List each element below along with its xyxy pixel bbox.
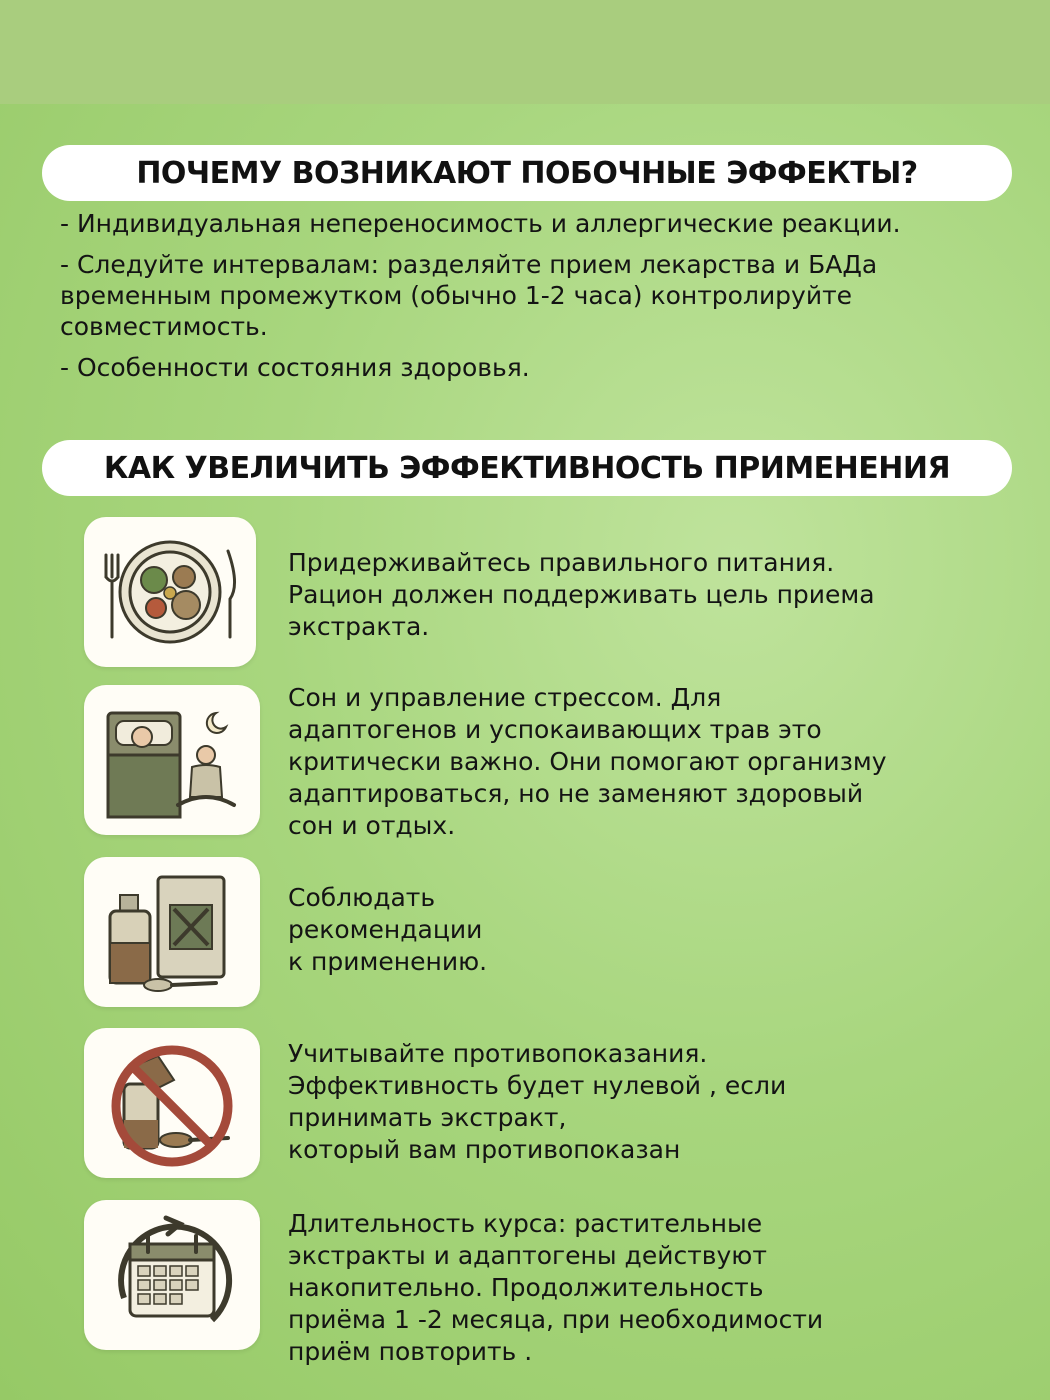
prohibited-icon bbox=[94, 1036, 250, 1170]
list-item: - Следуйте интервалам: разделяйте прием лекарства и БАДа временным промежутком (обычно 1-2 часа) контролируйте совместимость. bbox=[60, 250, 878, 341]
tip-text: Учитывайте противопоказания. Эффективность будет нулевой , если принимать экстракт, который вам противопоказан bbox=[288, 1039, 787, 1164]
tip-icon-tile bbox=[84, 1200, 260, 1350]
tip-course-duration bbox=[84, 1200, 1024, 1366]
bottle-packet-icon bbox=[94, 865, 250, 999]
calendar-cycle-icon bbox=[94, 1208, 250, 1342]
effectiveness-heading bbox=[42, 440, 1012, 496]
sleep-meditation-icon bbox=[94, 693, 250, 827]
effectiveness-title: КАК УВЕЛИЧИТЬ ЭФФЕКТИВНОСТЬ ПРИМЕНЕНИЯ bbox=[103, 450, 951, 486]
tip-icon-tile bbox=[84, 857, 260, 1007]
tip-text: Придерживайтесь правильного питания. Рацион должен поддерживать цель приема экстракта. bbox=[288, 548, 875, 641]
tip-text: Соблюдать рекомендации к применению. bbox=[288, 883, 488, 976]
side-effects-heading bbox=[42, 145, 1012, 201]
side-effects-title: ПОЧЕМУ ВОЗНИКАЮТ ПОБОЧНЫЕ ЭФФЕКТЫ? bbox=[136, 155, 918, 191]
tip-nutrition bbox=[84, 517, 1024, 667]
top-band bbox=[0, 0, 1050, 104]
tip-contraindications bbox=[84, 1028, 1024, 1178]
tip-icon-tile bbox=[84, 517, 256, 667]
plate-icon bbox=[94, 525, 246, 659]
list-item: - Особенности состояния здоровья. bbox=[60, 353, 530, 382]
tip-text: Сон и управление стрессом. Для адаптогенов и успокаивающих трав это критически важно. Они помогают организму адаптироваться, но не заменяют здоровый сон и отдых. bbox=[288, 683, 887, 840]
tip-recommendations bbox=[84, 857, 1024, 1007]
side-effects-list bbox=[60, 208, 1020, 393]
tip-icon-tile bbox=[84, 685, 260, 835]
tip-text: Длительность курса: растительные экстракты и адаптогены действуют накопительно. Продолжительность приёма 1 -2 месяца, при необходимости приём повторить . bbox=[288, 1209, 824, 1366]
list-item: - Индивидуальная непереносимость и аллергические реакции. bbox=[60, 209, 901, 238]
tip-sleep bbox=[84, 683, 1024, 840]
tip-icon-tile bbox=[84, 1028, 260, 1178]
